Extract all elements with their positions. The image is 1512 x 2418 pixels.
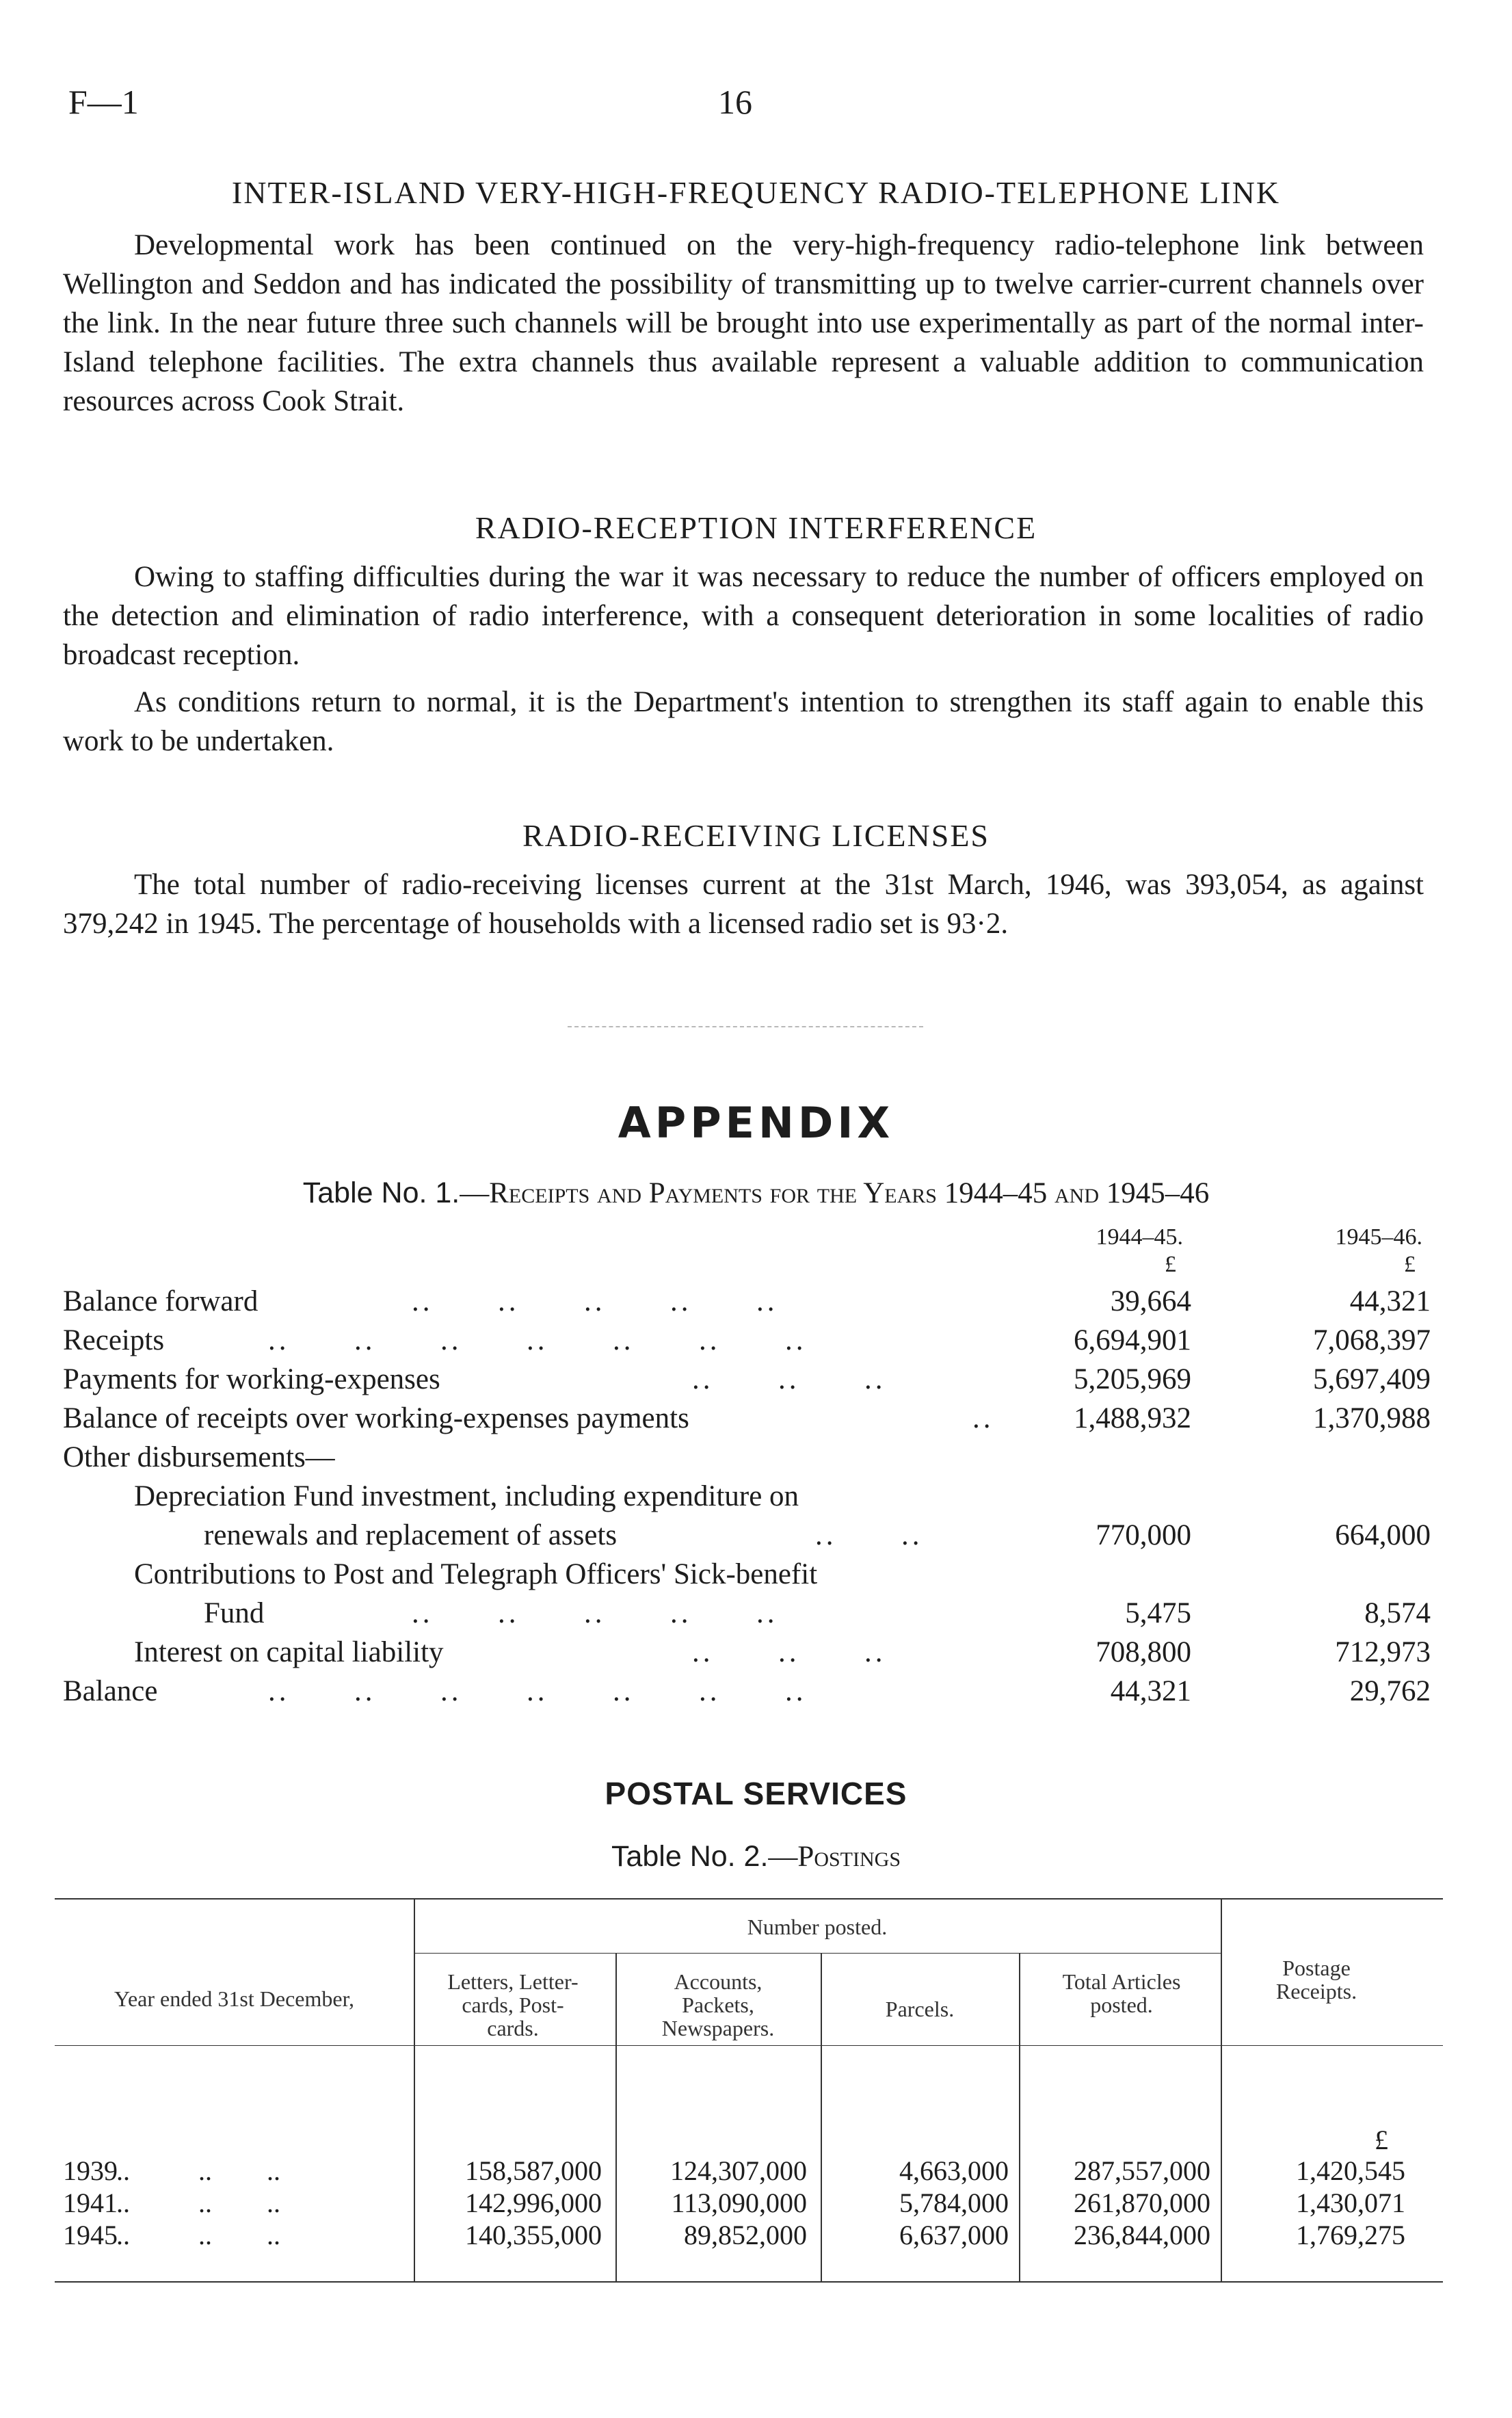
row-label: renewals and replacement of assets: [204, 1519, 618, 1551]
row-label: Interest on capital liability: [134, 1636, 444, 1668]
leader-dots: ..: [972, 1402, 994, 1434]
table1-row-depreciation-1: [63, 1480, 1431, 1519]
col-divider: [821, 1953, 822, 2281]
value-1944-45: 708,800: [1096, 1636, 1191, 1668]
receipts-cell: 1,769,275: [1296, 2220, 1405, 2250]
section-heading-licenses: RADIO-RECEIVING LICENSES: [522, 818, 990, 853]
section-body-interference: [63, 557, 1424, 761]
value-1944-45: 770,000: [1096, 1519, 1191, 1551]
group-header-rule: [414, 1953, 1221, 1954]
section-heading-vhf-link: INTER-ISLAND VERY-HIGH-FREQUENCY RADIO-TELEPHONE LINK: [231, 175, 1281, 210]
table1-currency-2: £: [1404, 1252, 1416, 1277]
leader-dots: .. .. .. .. ..: [412, 1597, 778, 1629]
row-label: Other disbursements—: [63, 1441, 335, 1473]
section-body-vhf-link: [63, 226, 1424, 421]
value-1945-46: 1,370,988: [1313, 1402, 1431, 1434]
leader-dots: .. .. ..: [116, 2155, 280, 2186]
report-code: F—1: [68, 83, 139, 121]
table1-year-header-1: 1944–45.: [1096, 1224, 1183, 1250]
row-label: Depreciation Fund investment, including expenditure on: [134, 1480, 799, 1512]
col-header-year: Year ended 31st December,: [114, 1986, 354, 2011]
table1-row-balance-forward: [63, 1285, 1431, 1324]
value-1944-45: 1,488,932: [1074, 1402, 1191, 1434]
table1-row-balance-receipts: [63, 1402, 1431, 1441]
accounts-cell: 124,307,000: [670, 2155, 807, 2186]
leader-dots: .. .. ..: [116, 2187, 280, 2218]
currency-symbol: £: [1375, 2125, 1388, 2155]
table1-row-depreciation-2: [63, 1519, 1431, 1558]
row-label: Contributions to Post and Telegraph Officers' Sick-benefit: [134, 1558, 818, 1590]
table2-dash: —: [768, 1841, 798, 1873]
col-group-number-posted: Number posted.: [747, 1915, 888, 1939]
row-label: Balance forward: [63, 1285, 258, 1317]
row-label: Fund: [204, 1597, 265, 1629]
letters-cell: 158,587,000: [465, 2155, 602, 2186]
table1-caption: Receipts and Payments for the Years 1944–45 and 1945–46: [489, 1177, 1210, 1209]
paragraph: Owing to staffing difficulties during the war it was necessary to reduce the number of officers employed on the detection and elimination of radio interference, with a consequent deterioration in some localities of radio broadcast reception.: [63, 561, 1424, 671]
leader-dots: .. .. ..: [692, 1363, 886, 1395]
table-bottom-rule: [55, 2281, 1443, 2283]
leader-dots: .. .. .. .. ..: [412, 1285, 778, 1317]
table1-currency-1: £: [1165, 1252, 1176, 1277]
parcels-cell: 4,663,000: [899, 2155, 1009, 2186]
header-bottom-rule: [55, 2045, 1443, 2046]
accounts-cell: 89,852,000: [684, 2220, 807, 2250]
value-1945-46: 7,068,397: [1313, 1324, 1431, 1356]
receipts-cell: 1,430,071: [1296, 2187, 1405, 2218]
table1-row-contributions-2: [63, 1596, 1431, 1635]
total-cell: 236,844,000: [1074, 2220, 1210, 2250]
total-cell: 287,557,000: [1074, 2155, 1210, 2186]
col-divider: [615, 1953, 617, 2281]
table1-row-receipts: [63, 1324, 1431, 1363]
page-number: 16: [718, 83, 752, 121]
paragraph: Developmental work has been continued on the very-high-frequency radio-telephone link between Wellington and Seddon and has indicated the possibility of transmitting up to twelve carrier-current channels over the link. In the near future three such channels will be brought into use experimentally as part of the normal inter-Island telephone facilities. The extra channels thus available represent a valuable addition to communication resources across Cook Strait.: [63, 229, 1424, 417]
table1-dash: —: [460, 1177, 490, 1209]
table1-row-interest: [63, 1635, 1431, 1674]
accounts-cell: 113,090,000: [671, 2187, 807, 2218]
value-1944-45: 5,205,969: [1074, 1363, 1191, 1395]
value-1945-46: 44,321: [1349, 1285, 1431, 1317]
value-1944-45: 6,694,901: [1074, 1324, 1191, 1356]
letters-cell: 142,996,000: [465, 2187, 602, 2218]
value-1945-46: 5,697,409: [1313, 1363, 1431, 1395]
value-1945-46: 712,973: [1335, 1636, 1431, 1668]
section-heading-interference: RADIO-RECEPTION INTERFERENCE: [475, 510, 1037, 545]
table1-label: Table No. 1.: [302, 1177, 460, 1209]
leader-dots: .. .. .. .. .. .. ..: [268, 1324, 807, 1356]
leader-dots: .. ..: [815, 1519, 923, 1551]
value-1944-45: 5,475: [1125, 1597, 1191, 1629]
table-top-rule: [55, 1898, 1443, 1900]
year-cell: 1945: [63, 2220, 118, 2250]
col-divider: [414, 1898, 415, 2281]
row-label: Balance of receipts over working-expenses payments: [63, 1402, 689, 1434]
value-1944-45: 44,321: [1110, 1675, 1191, 1707]
total-cell: 261,870,000: [1074, 2187, 1210, 2218]
leader-dots: .. .. .. .. .. .. ..: [268, 1675, 807, 1707]
parcels-cell: 6,637,000: [899, 2220, 1009, 2250]
row-label: Payments for working-expenses: [63, 1363, 440, 1395]
col-divider: [1221, 1898, 1222, 2281]
col-divider: [1019, 1953, 1020, 2281]
leader-dots: .. .. ..: [692, 1636, 886, 1668]
paragraph: The total number of radio-receiving licenses current at the 31st March, 1946, was 393,054, as against 379,242 in 1945. The percentage of households with a licensed radio set is 93·2.: [63, 869, 1424, 940]
year-cell: 1939: [63, 2155, 118, 2186]
receipts-cell: 1,420,545: [1296, 2155, 1405, 2186]
section-body-licenses: [63, 865, 1424, 943]
col-header-letters: Letters, Letter-cards, Post-cards.: [447, 1969, 579, 2040]
col-header-accounts: Accounts, Packets, Newspapers.: [661, 1969, 775, 2040]
value-1945-46: 664,000: [1335, 1519, 1431, 1551]
paragraph: As conditions return to normal, it is the Department's intention to strengthen its staff again to enable this work to be undertaken.: [63, 686, 1424, 757]
col-header-parcels: Parcels.: [885, 1997, 955, 2021]
table2-caption: Postings: [797, 1841, 901, 1873]
table2-label: Table No. 2.: [611, 1840, 769, 1873]
row-label: Receipts: [63, 1324, 165, 1356]
parcels-cell: 5,784,000: [899, 2187, 1009, 2218]
value-1944-45: 39,664: [1110, 1285, 1191, 1317]
appendix-title: APPENDIX: [618, 1098, 894, 1148]
table1-row-working-expenses: [63, 1363, 1431, 1402]
value-1945-46: 29,762: [1349, 1675, 1431, 1707]
table1-row-balance: [63, 1674, 1431, 1713]
col-header-total: Total Articles posted.: [1062, 1969, 1181, 2017]
row-label: Balance: [63, 1675, 158, 1707]
postal-services-heading: POSTAL SERVICES: [605, 1776, 907, 1811]
table1-row-other-disbursements: [63, 1441, 1431, 1480]
table1-title: [0, 1177, 1512, 1210]
letters-cell: 140,355,000: [465, 2220, 602, 2250]
section-divider: [568, 1026, 923, 1027]
value-1945-46: 8,574: [1364, 1597, 1431, 1629]
table2-title: [0, 1840, 1512, 1874]
year-cell: 1941: [63, 2187, 118, 2218]
col-header-postage-receipts: Postage Receipts.: [1275, 1956, 1357, 2003]
table1-year-header-2: 1945–46.: [1335, 1224, 1422, 1250]
leader-dots: .. .. ..: [116, 2220, 280, 2250]
table1-row-contributions-1: [63, 1558, 1431, 1596]
